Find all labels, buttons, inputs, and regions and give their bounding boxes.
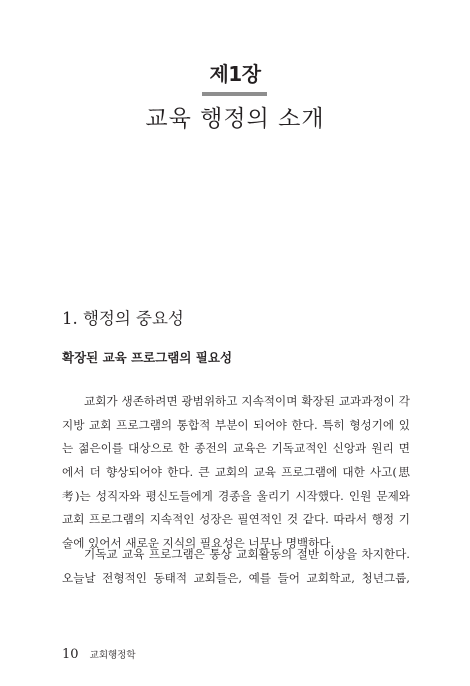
page-footer: [62, 643, 136, 662]
body-paragraph-2: [62, 543, 410, 590]
paragraph-line: 교회 프로그램의 지속적인 성장은 필연적인 것 같다. 따라서 행정 기: [62, 512, 410, 527]
chapter-label: 제1장: [209, 62, 261, 86]
paragraph-line: 오늘날 전형적인 동태적 교회들은, 예를 들어 교회학교, 청년그룹,: [62, 570, 410, 585]
paragraph-line: 술에 있어서 새로운 지식의 필요성은 너무나 명백하다.: [62, 536, 335, 551]
paragraph-line: 는 젊은이를 대상으로 한 종전의 교육은 기독교적인 신앙과 원리 면: [62, 441, 410, 456]
page-number: 10: [62, 647, 79, 662]
section-heading: 1. 행정의 중요성: [62, 309, 184, 328]
paragraph-line: 교회가 생존하려면 광범위하고 지속적이며 확장된 교과과정이 각: [84, 394, 410, 408]
running-title: 교회행정학: [89, 650, 136, 661]
subsection-heading: 확장된 교육 프로그램의 필요성: [62, 350, 233, 365]
paragraph-line: 기독교 교육 프로그램은 통상 교회활동의 절반 이상을 차지한다.: [84, 547, 410, 561]
chapter-title: 교육 행정의 소개: [145, 106, 325, 132]
paragraph-line: 에서 더 향상되어야 한다. 큰 교회의 교육 프로그램에 대한 사고(思: [62, 465, 410, 480]
body-paragraph-1: [62, 390, 410, 556]
paragraph-line: 考)는 성직자와 평신도들에게 경종을 울리기 시작했다. 인원 문제와: [62, 488, 410, 503]
chapter-divider: [202, 92, 267, 96]
paragraph-line: 지방 교회 프로그램의 통합적 부분이 되어야 한다. 특히 형성기에 있: [62, 417, 410, 432]
